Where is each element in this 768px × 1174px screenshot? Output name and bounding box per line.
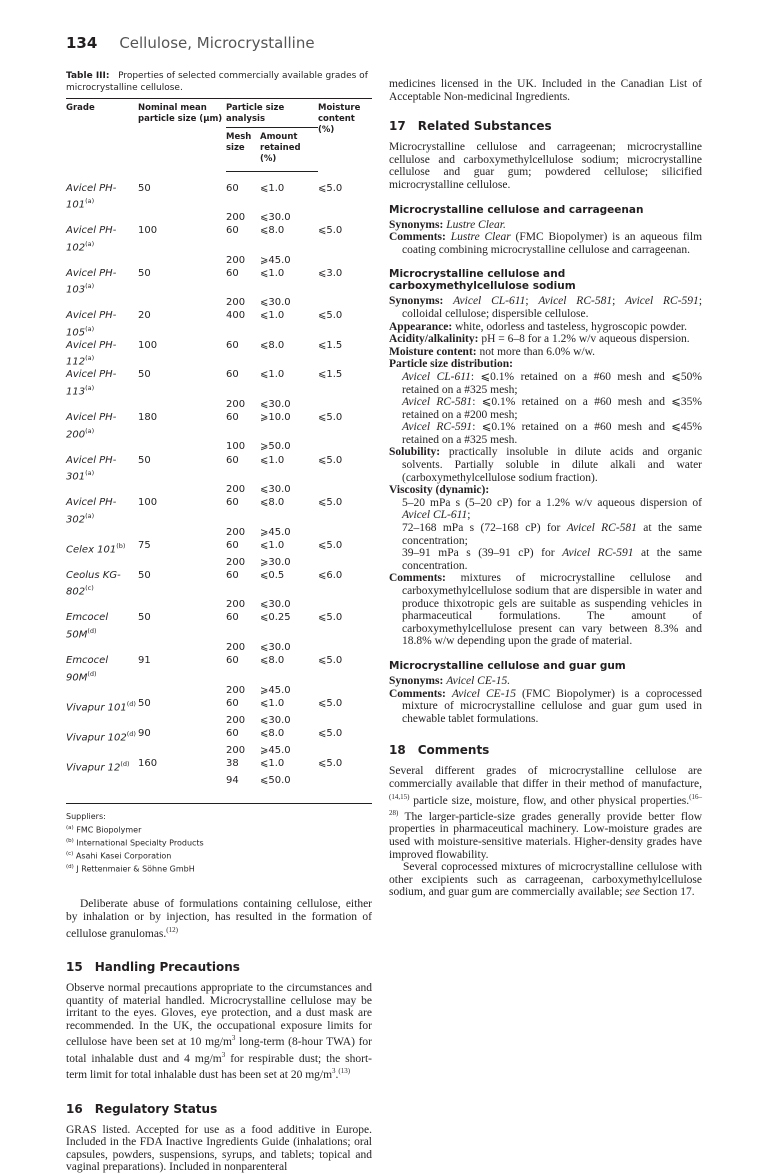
- cell-amount-retained: ⩽50.0: [260, 775, 318, 804]
- cell-grade: Vivapur 101$^{(d)}$: [66, 699, 136, 713]
- cmc-acidity: Acidity/alkalinity: pH = 6–8 for a 1.2% w/v aqueous dispersion.: [389, 333, 690, 346]
- cell-mesh-size: 60: [226, 454, 239, 466]
- cell-mesh-size: 400: [226, 310, 246, 322]
- cell-amount-retained: ⩽1.0: [260, 310, 285, 322]
- cell-amount-retained: ⩽30.0: [260, 398, 291, 410]
- grades-table-body: [66, 172, 372, 804]
- cell-grade: [66, 715, 138, 728]
- section-16-text: GRAS listed. Accepted for use as a food additive in Europe. Included in the FDA Inactive Ingredients Guide (inhalations; oral capsules, powders, suspensions, syrups, and tablets; topical and vaginal preparations). Included in nonparenteral: [66, 1123, 372, 1174]
- cell-mesh-size: 200: [226, 526, 246, 538]
- guar-synonyms: Synonyms: Avicel CE-15.: [389, 674, 511, 687]
- cell-grade: [66, 484, 138, 497]
- cell-nominal-size: [138, 642, 226, 655]
- cell-mesh-size: 200: [226, 744, 246, 756]
- table-row: [66, 757, 372, 774]
- cell-mesh-size: 60: [226, 497, 239, 509]
- cell-grade: Avicel PH-200$^{(a)}$: [66, 411, 117, 440]
- cell-amount-retained: ⩽1.0: [260, 454, 285, 466]
- carrageenan-synonyms: Synonyms: Lustre Clear.: [389, 218, 506, 231]
- abuse-paragraph: Deliberate abuse of formulations containing cellulose, either by inhalation or by injection, has resulted in the formation of cellulose granulomas.$^{(12)}$: [66, 898, 372, 940]
- cell-amount-retained: ⩽30.0: [260, 714, 291, 726]
- cell-amount-retained: ⩾45.0: [260, 744, 291, 756]
- subsection-carrageenan-title: Microcrystalline cellulose and carrageenan: [389, 203, 644, 216]
- table-row: [66, 225, 372, 255]
- table-row: [66, 267, 372, 297]
- cell-mesh-size: 60: [226, 655, 239, 667]
- cmc-viscosity-rc591: 39–91 mPa s (39–91 cP) for Avicel RC-591 at the same concentration.: [402, 547, 702, 572]
- cell-moisture: ⩽5.0: [318, 411, 343, 423]
- cell-grade: [66, 775, 138, 804]
- cell-nominal-size: [138, 745, 226, 758]
- table-row: [66, 612, 372, 642]
- cell-grade: Celex 101$^{(b)}$: [66, 541, 126, 556]
- cell-amount-retained: ⩾45.0: [260, 684, 291, 696]
- header-amount-retained: Amount retained (%): [260, 128, 318, 172]
- cell-amount-retained: ⩽8.0: [260, 225, 285, 237]
- cell-mesh-size: 60: [226, 183, 239, 194]
- cell-amount-retained: ⩽30.0: [260, 599, 291, 611]
- cell-moisture: ⩽5.0: [318, 727, 343, 739]
- cell-nominal-size: 20: [138, 310, 151, 322]
- cell-moisture: [318, 599, 372, 612]
- cell-nominal-size: [138, 255, 226, 268]
- cell-nominal-size: 90: [138, 727, 151, 739]
- cell-nominal-size: [138, 715, 226, 728]
- table-row: [66, 655, 372, 685]
- cell-mesh-size: 60: [226, 369, 239, 381]
- cell-mesh-size: 60: [226, 339, 239, 351]
- cell-amount-retained: ⩽1.0: [260, 757, 285, 769]
- cell-mesh-size: 60: [226, 727, 239, 739]
- cell-moisture: [318, 484, 372, 497]
- cell-amount-retained: ⩽30.0: [260, 212, 291, 224]
- cell-moisture: ⩽5.0: [318, 182, 343, 194]
- cell-amount-retained: ⩽30.0: [260, 297, 291, 309]
- cell-grade: Emcocel $90M^{(d)}$: [66, 655, 109, 683]
- header-nominal-size: Nominal mean particle size (μm): [138, 99, 226, 172]
- section-15-text: Observe normal precautions appropriate to the circumstances and quantity of material handled. Microcrystalline cellulose may be irritant to the eyes. Gloves, eye protection, and a dust mask are recommended. In the UK, the occupational exposure limits for cellulose have been set at 10 mg/m$^3$ long-term (8-hour TWA) for total inhalable dust and 4 mg/m$^3$ for respirable dust; the short-term limit for total inhalable dust has been set at 20 mg/m$^3$.$^{(13)}$: [66, 981, 373, 1081]
- cell-amount-retained: ⩽8.0: [260, 497, 285, 509]
- cmc-viscosity-cl611: 5–20 mPa s (5–20 cP) for a 1.2% w/v aqueous dispersion of Avicel CL-611;: [402, 496, 702, 522]
- table-row: [66, 441, 372, 454]
- cell-amount-retained: ⩾45.0: [260, 526, 291, 538]
- cmc-psd-cl611: Avicel CL-611: ⩽0.1% retained on a #60 mesh and ⩽50% retained on a #325 mesh;: [402, 370, 702, 396]
- cell-moisture: ⩽5.0: [318, 454, 343, 466]
- cell-nominal-size: 50: [138, 454, 151, 466]
- cell-amount-retained: ⩽1.0: [260, 267, 285, 279]
- cell-grade: Emcocel $50M^{(d)}$: [66, 612, 109, 641]
- cell-mesh-size: 200: [226, 297, 246, 309]
- cell-grade: Avicel PH-113$^{(a)}$: [66, 369, 117, 398]
- cmc-psd-rc581: Avicel RC-581: ⩽0.1% retained on a #60 mesh and ⩽35% retained on a #200 mesh;: [402, 396, 702, 421]
- table-row: [66, 642, 372, 655]
- cell-grade: [66, 527, 138, 540]
- table-row: [66, 399, 372, 412]
- supplier-item: $^{(d)}$ J Rettenmaier & Söhne GmbH: [66, 864, 195, 874]
- cell-amount-retained: ⩽8.0: [260, 727, 285, 739]
- cell-mesh-size: 200: [226, 599, 246, 611]
- cell-grade: [66, 557, 138, 570]
- table-row: [66, 212, 372, 225]
- cell-nominal-size: 160: [138, 757, 158, 769]
- cell-mesh-size: 200: [226, 484, 246, 496]
- cell-moisture: ⩽5.0: [318, 612, 343, 624]
- cell-mesh-size: 38: [226, 757, 239, 769]
- cmc-comments: Comments: mixtures of microcrystalline cellulose and carboxymethylcellulose sodium that are dispersible in water and produce thixotropic gels are suitable as suspending vehicles in pharmaceutical formulations. The amount of carboxymethylcellulose present can vary between 8.3% and 18.8% w/w depending upon the grade of material.: [389, 572, 702, 648]
- cell-nominal-size: [138, 484, 226, 497]
- cell-mesh-size: 60: [226, 697, 239, 709]
- table-row: [66, 454, 372, 484]
- cell-amount-retained: ⩽1.0: [260, 183, 285, 194]
- table-row: [66, 310, 372, 340]
- cell-grade: [66, 685, 138, 698]
- cell-grade: [66, 599, 138, 612]
- cell-nominal-size: [138, 399, 226, 412]
- table-row: [66, 539, 372, 556]
- cmc-moisture: Moisture content: not more than 6.0% w/w.: [389, 345, 596, 358]
- cmc-viscosity-label: Viscosity (dynamic):: [389, 484, 490, 497]
- guar-comments: Comments: Avicel CE-15 (FMC Biopolymer) is a coprocessed mixture of microcrystalline cellulose and guar gum used in chewable tablet formulations.: [389, 687, 702, 725]
- cell-nominal-size: 180: [138, 411, 158, 423]
- supplier-item: $^{(c)}$ Asahi Kasei Corporation: [66, 851, 172, 861]
- cell-mesh-size: 200: [226, 556, 246, 568]
- supplier-item: $^{(a)}$ FMC Biopolymer: [66, 824, 142, 835]
- cell-mesh-size: 60: [226, 267, 239, 279]
- cell-grade: Avicel PH-101$^{(a)}$: [66, 182, 117, 211]
- cell-nominal-size: 50: [138, 369, 151, 381]
- suppliers-label: Suppliers:: [66, 812, 106, 822]
- carrageenan-comments: Comments: Lustre Clear (FMC Biopolymer) is an aqueous film coating combining microcrystalline cellulose and carrageenan.: [389, 231, 703, 256]
- cell-amount-retained: ⩾30.0: [260, 556, 291, 568]
- cell-mesh-size: 200: [226, 641, 246, 653]
- cell-moisture: [318, 685, 372, 698]
- cell-moisture: ⩽1.5: [318, 369, 343, 381]
- table-row: [66, 172, 372, 213]
- header-moisture: Moisture content (%): [318, 99, 372, 172]
- table-row: [66, 411, 372, 441]
- cell-mesh-size: 200: [226, 212, 246, 224]
- cell-grade: [66, 642, 138, 655]
- cell-nominal-size: 91: [138, 655, 151, 667]
- cell-nominal-size: 50: [138, 182, 151, 194]
- cell-nominal-size: [138, 775, 226, 804]
- cell-moisture: ⩽5.0: [318, 757, 343, 769]
- table-caption: [66, 70, 372, 94]
- cell-grade: Vivapur 102$^{(d)}$: [66, 729, 136, 743]
- table-row: [66, 775, 372, 804]
- table-row: [66, 369, 372, 399]
- section-17-intro: Microcrystalline cellulose and carrageenan; microcrystalline cellulose and carboxymethylcellulose sodium; microcrystalline cellulose and guar gum; powdered cellulose; silicified microcrystalline cellulose.: [389, 141, 702, 191]
- cell-grade: Avicel PH-102$^{(a)}$: [66, 225, 117, 254]
- section-16-continued: medicines licensed in the UK. Included in the Canadian List of Acceptable Non-medicinal Ingredients.: [389, 78, 702, 103]
- cmc-solubility: Solubility: practically insoluble in dilute acids and organic solvents. Partially soluble in dilute alkali and water (carboxymethylcellulose sodium fraction).: [389, 446, 702, 484]
- cell-amount-retained: ⩽8.0: [260, 339, 285, 351]
- cmc-particle-size-label: Particle size distribution:: [389, 358, 513, 371]
- cell-nominal-size: 100: [138, 497, 158, 509]
- cell-amount-retained: ⩽0.25: [260, 612, 291, 624]
- cell-grade: Avicel PH-103$^{(a)}$: [66, 267, 117, 296]
- cell-moisture: ⩽6.0: [318, 569, 343, 581]
- table-row: [66, 297, 372, 310]
- cell-nominal-size: 50: [138, 612, 151, 624]
- cell-moisture: [318, 297, 372, 310]
- cmc-appearance: Appearance: white, odorless and tasteless, hygroscopic powder.: [389, 320, 687, 333]
- subsection-guar-title: Microcrystalline cellulose and guar gum: [389, 659, 626, 672]
- cell-moisture: [318, 715, 372, 728]
- cell-nominal-size: [138, 527, 226, 540]
- table-row: [66, 727, 372, 744]
- cell-amount-retained: ⩾45.0: [260, 254, 291, 266]
- cell-nominal-size: 50: [138, 697, 151, 709]
- cmc-synonyms: Synonyms: Avicel CL-611; Avicel RC-581; Avicel RC-591; colloidal cellulose; dispersible cellulose.: [389, 295, 703, 320]
- cell-mesh-size: 60: [226, 612, 239, 624]
- section-18-heading: 18 Comments: [389, 743, 490, 758]
- header-mesh-size: Mesh size: [226, 128, 260, 172]
- cell-nominal-size: [138, 557, 226, 570]
- section-18-para-2: Several coprocessed mixtures of microcrystalline cellulose with other excipients such as carrageenan, carboxymethylcellulose sodium, and guar gum are commercially available; see Section 17.: [389, 861, 702, 899]
- table-row: [66, 715, 372, 728]
- cell-mesh-size: 60: [226, 411, 239, 423]
- cell-mesh-size: 200: [226, 254, 246, 266]
- cell-mesh-size: 60: [226, 569, 239, 581]
- cell-mesh-size: 200: [226, 714, 246, 726]
- cell-grade: Avicel PH-112$^{(a)}$: [66, 339, 117, 368]
- running-title: Cellulose, Microcrystalline: [119, 34, 315, 52]
- cell-moisture: [318, 527, 372, 540]
- cell-grade: Avicel PH-105$^{(a)}$: [66, 310, 117, 339]
- cell-nominal-size: 100: [138, 339, 158, 351]
- section-18-para-1: Several different grades of microcrystalline cellulose are commercially available that differ in their method of manufacture,$^{(14,15)}$ particle size, moisture, flow, and other physical properties.$^{(16-28)}$ The larger-particle-size grades generally provide better flow properties in pharmaceutical machinery. Low-moisture grades are used with moisture-sensitive materials. Higher-density grades have improved flowability.: [389, 765, 702, 861]
- cell-moisture: [318, 212, 372, 225]
- table-row: [66, 497, 372, 527]
- table-caption-text: Properties of selected commercially available grades of microcrystalline cellulose.: [66, 71, 368, 93]
- cell-nominal-size: [138, 599, 226, 612]
- right-column: [389, 78, 702, 899]
- cell-moisture: [318, 557, 372, 570]
- cell-nominal-size: [138, 685, 226, 698]
- cell-grade: [66, 399, 138, 412]
- cell-grade: Avicel PH-302$^{(a)}$: [66, 497, 117, 526]
- cell-grade: [66, 212, 138, 225]
- cell-nominal-size: 50: [138, 569, 151, 581]
- cell-moisture: ⩽5.0: [318, 225, 343, 237]
- subsection-cmc-title: Microcrystalline cellulose and carboxymethylcellulose sodium: [389, 268, 576, 293]
- cell-moisture: ⩽3.0: [318, 267, 343, 279]
- cell-moisture: [318, 775, 372, 804]
- cell-grade: [66, 255, 138, 268]
- cell-nominal-size: 75: [138, 539, 151, 551]
- table-row: [66, 599, 372, 612]
- cell-grade: [66, 745, 138, 758]
- table-row: [66, 557, 372, 570]
- cell-nominal-size: 50: [138, 267, 151, 279]
- cell-mesh-size: 94: [226, 775, 260, 804]
- cell-moisture: ⩽5.0: [318, 497, 343, 509]
- cmc-viscosity-rc581: 72–168 mPa s (72–168 cP) for Avicel RC-581 at the same concentration;: [402, 522, 702, 547]
- cell-grade: Avicel PH-301$^{(a)}$: [66, 454, 117, 483]
- cell-amount-retained: ⩽1.0: [260, 697, 285, 709]
- cell-amount-retained: ⩽0.5: [260, 569, 285, 581]
- cell-moisture: [318, 745, 372, 758]
- cell-amount-retained: ⩽8.0: [260, 655, 285, 667]
- header-particle-size-analysis: Particle size analysis: [226, 99, 318, 128]
- supplier-item: $^{(b)}$ International Specialty Products: [66, 837, 204, 848]
- cell-grade: Vivapur 12$^{(d)}$: [66, 759, 130, 773]
- cell-moisture: ⩽1.5: [318, 339, 343, 351]
- cell-moisture: ⩽5.0: [318, 655, 343, 667]
- cell-mesh-size: 200: [226, 398, 246, 410]
- table-row: [66, 685, 372, 698]
- table-row: [66, 697, 372, 714]
- table-row: [66, 340, 372, 370]
- suppliers-footnote: [66, 811, 372, 875]
- cell-nominal-size: 100: [138, 225, 158, 237]
- grades-table: [66, 98, 372, 804]
- section-15-heading: 15 Handling Precautions: [66, 959, 240, 974]
- cell-moisture: ⩽5.0: [318, 310, 343, 322]
- cell-nominal-size: [138, 212, 226, 225]
- left-column: [66, 70, 372, 1174]
- cell-mesh-size: 60: [226, 539, 239, 551]
- cell-amount-retained: ⩽30.0: [260, 484, 291, 496]
- cell-grade: [66, 441, 138, 454]
- cell-mesh-size: 60: [226, 225, 239, 237]
- cell-nominal-size: [138, 441, 226, 454]
- cell-mesh-size: 100: [226, 441, 246, 453]
- cell-amount-retained: ⩾10.0: [260, 411, 291, 423]
- cell-amount-retained: ⩽30.0: [260, 641, 291, 653]
- section-17-heading: 17 Related Substances: [389, 119, 552, 134]
- cmc-psd-rc591: Avicel RC-591: ⩽0.1% retained on a #60 mesh and ⩽45% retained on a #325 mesh.: [402, 421, 702, 446]
- table-row: [66, 745, 372, 758]
- cell-moisture: [318, 441, 372, 454]
- table-row: [66, 527, 372, 540]
- cell-amount-retained: ⩽1.0: [260, 539, 285, 551]
- cell-moisture: ⩽5.0: [318, 539, 343, 551]
- cell-nominal-size: [138, 297, 226, 310]
- table-row: [66, 484, 372, 497]
- cell-moisture: [318, 255, 372, 268]
- cell-moisture: [318, 642, 372, 655]
- page-number: 134: [66, 34, 98, 52]
- page-header: [66, 34, 315, 53]
- table-row: [66, 255, 372, 268]
- header-grade: Grade: [66, 99, 138, 172]
- table-label: Table III:: [66, 71, 110, 81]
- cell-mesh-size: 200: [226, 684, 246, 696]
- cell-grade: Ceolus KG-802$^{(c)}$: [66, 569, 121, 598]
- cell-grade: [66, 297, 138, 310]
- cell-amount-retained: ⩽1.0: [260, 369, 285, 381]
- cell-amount-retained: ⩾50.0: [260, 441, 291, 453]
- table-row: [66, 569, 372, 599]
- cell-moisture: [318, 399, 372, 412]
- cell-moisture: ⩽5.0: [318, 697, 343, 709]
- section-16-heading: 16 Regulatory Status: [66, 1101, 218, 1116]
